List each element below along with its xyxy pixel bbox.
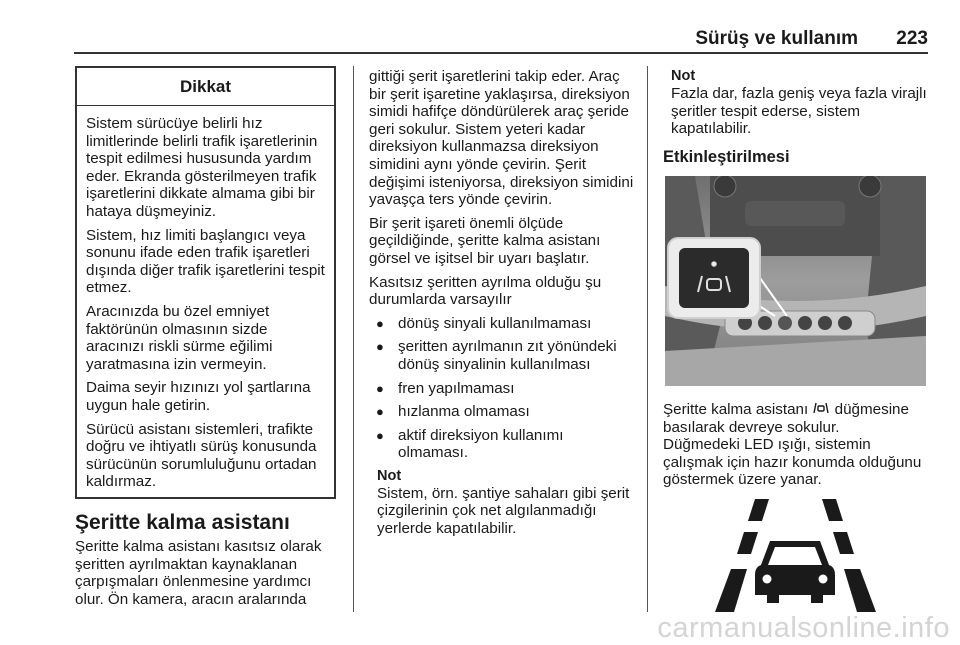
activation-text-start: Şeritte kalma asistanı xyxy=(663,401,809,418)
caution-paragraph: Sistem sürücüye belirli hız limitlerinde belirli trafik işaretlerinin tespit edilmesi hususunda yardım eder. Ekranda gösterilmeyen trafik işaretlerini dikkate almama gibi bir hataya düşmeyiniz. xyxy=(86,115,318,220)
page-title: Sürüş ve kullanım xyxy=(695,28,858,49)
bullet-icon: ● xyxy=(376,380,384,396)
section-heading: Şeritte kalma asistanı xyxy=(75,511,290,534)
caution-title: Dikkat xyxy=(77,68,334,106)
bullet-icon: ● xyxy=(376,315,384,331)
console-button-photo xyxy=(665,176,926,386)
middle-paragraph-2: Bir şerit işareti önemli ölçüde geçildiğinde, şeritte kalma asistanı görsel ve işitsel bir uyarı başlatır. xyxy=(369,214,601,267)
middle-paragraph-3: Kasıtsız şeritten ayrılma olduğu şu durumlarda varsayılır xyxy=(369,273,602,309)
note-text: Fazla dar, fazla geniş veya fazla virajlı şeritler tespit ederse, sistem kapatılabilir. xyxy=(671,85,927,138)
section-intro: Şeritte kalma asistanı kasıtsız olarak şeritten ayrılmaktan kaynaklanan çarpışmaları önlenmesine yardımcı olur. Ön kamera, aracın aralarında xyxy=(75,538,322,608)
lane-assist-section xyxy=(75,511,341,614)
caution-paragraph: Sistem, hız limiti başlangıcı veya sonunu ifade eden trafik işaretleri dışında diğer trafik işaretlerini tespit etmez. xyxy=(86,226,325,297)
list-item-text: aktif direksiyon kullanımı olmaması. xyxy=(398,426,564,462)
note-label: Not xyxy=(377,467,402,484)
list-item-text: fren yapılmaması xyxy=(398,379,515,397)
activation-paragraph xyxy=(663,401,929,436)
list-item xyxy=(369,380,635,398)
page-number: 223 xyxy=(896,28,928,49)
condition-list xyxy=(369,315,635,462)
list-item-text: hızlanma olmaması xyxy=(398,403,530,421)
right-column-bottom xyxy=(663,401,929,495)
header-rule xyxy=(74,52,928,54)
lane-assist-pictogram xyxy=(665,499,926,612)
right-column-top xyxy=(663,68,929,167)
console-photo-illustration xyxy=(665,176,926,386)
watermark: carmanualsonline.info xyxy=(657,612,950,644)
bullet-icon: ● xyxy=(376,339,384,355)
note-text: Sistem, örn. şantiye sahaları gibi şerit çizgilerinin çok net algılanmadığı yerlerde kapatılabilir. xyxy=(377,484,630,538)
list-item-text: dönüş sinyali kullanılmaması xyxy=(398,314,592,332)
caution-paragraph: Aracınızda bu özel emniyet faktörünün olmasının sizde aracınızı riskli sürme eğilimi yaratmasına izin vermeyin. xyxy=(86,302,273,373)
lane-assist-icon xyxy=(812,401,830,415)
middle-paragraph-1: gittiği şerit işaretlerini takip eder. Araç bir şerit işaretine yaklaşırsa, direksiyon simidi hafifçe döndürülerek araç şeride geri sokulur. Sistem yeteri kadar direksiyon kullanmazsa direksiyon simidini aynı yönde çevirin. Şerit değişimi isteniyorsa, direksiyon simidini yavaşça ters yönde çevirin. xyxy=(369,68,634,209)
list-item xyxy=(369,427,635,462)
activation-text-end: düğmesine basılarak devreye sokulur. xyxy=(663,401,909,436)
list-item xyxy=(369,315,635,333)
list-item xyxy=(369,403,635,421)
middle-column xyxy=(369,68,635,544)
caution-box xyxy=(75,66,336,499)
column-divider-1 xyxy=(353,66,354,612)
caution-body xyxy=(77,106,334,491)
lane-assist-symbol xyxy=(665,499,926,612)
caution-paragraph: Daima seyir hızınızı yol şartlarına uygun hale getirin. xyxy=(86,379,311,414)
list-item xyxy=(369,338,635,373)
page-header xyxy=(74,28,928,52)
activation-heading: Etkinleştirilmesi xyxy=(663,147,790,166)
middle-note xyxy=(369,468,635,538)
note-label: Not xyxy=(671,68,696,84)
column-divider-2 xyxy=(647,66,648,612)
caution-paragraph: Sürücü asistanı sistemleri, trafikte doğru ve ihtiyatlı sürüş konusunda sürücünün sorumluluğunu ortadan kaldırmaz. xyxy=(86,420,317,491)
bullet-icon: ● xyxy=(376,427,384,443)
right-note xyxy=(663,68,929,138)
bullet-icon: ● xyxy=(376,404,384,420)
led-paragraph: Düğmedeki LED ışığı, sistemin çalışmak için hazır konumda olduğunu göstermek üzere yanar. xyxy=(663,436,922,489)
list-item-text: şeritten ayrılmanın zıt yönündeki dönüş sinyalinin kullanılması xyxy=(398,338,617,373)
